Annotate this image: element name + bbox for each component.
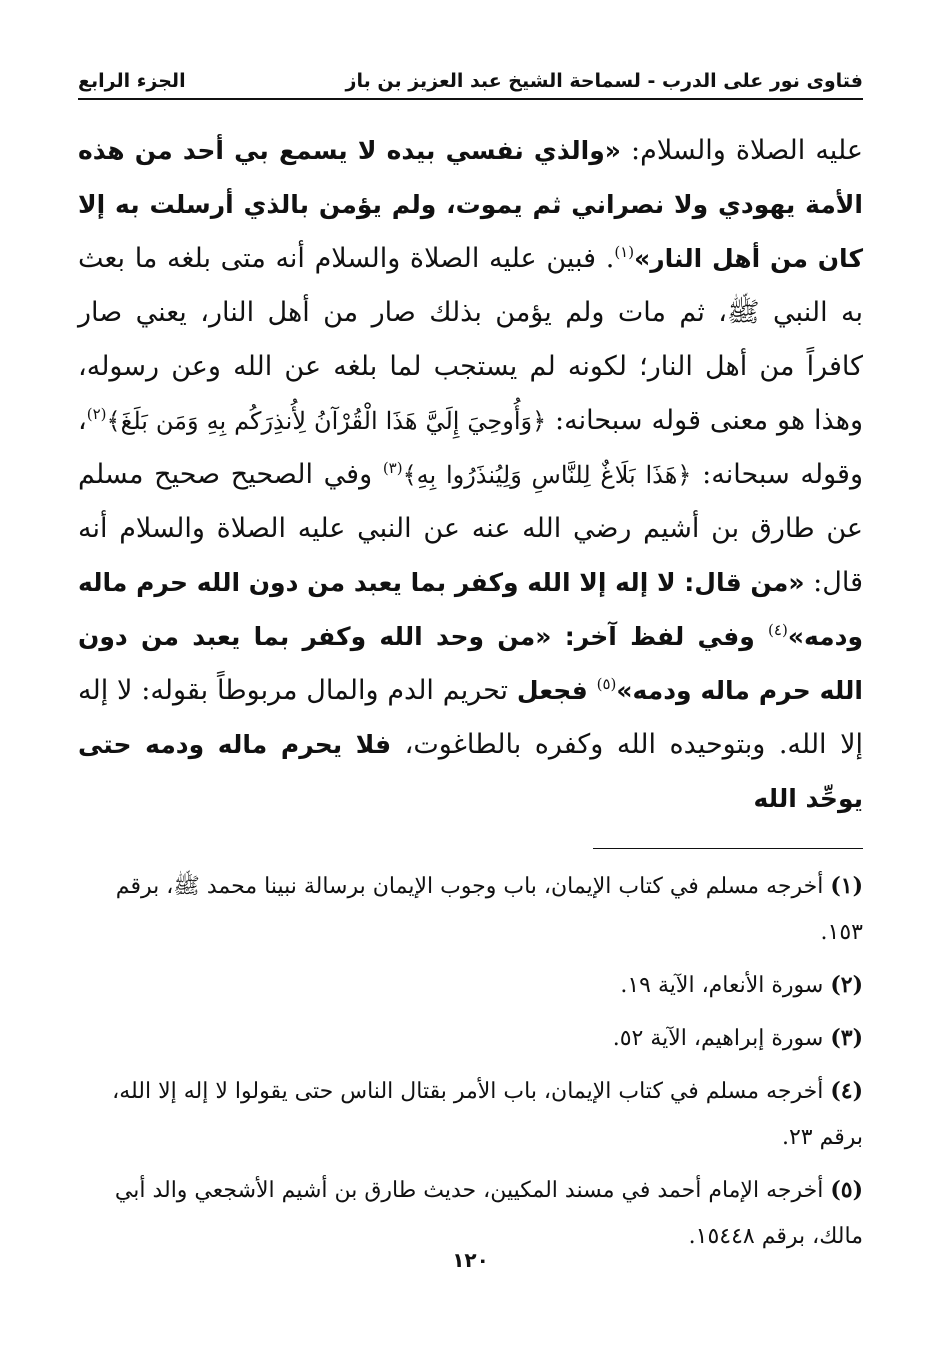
footnote-ref: (١) (614, 243, 635, 261)
text-run: ، وقوله سبحانه: (78, 405, 863, 490)
footnote-ref: (٣) (382, 459, 403, 477)
footnote-text: سورة إبراهيم، الآية ٥٢. (612, 1026, 824, 1051)
footnote-text: أخرجه الإمام أحمد في مسند المكيين، حديث طارق بن أشيم الأشجعي والد أبي مالك، برقم ١٥٤٤٨. (114, 1178, 863, 1249)
footnote (78, 1015, 863, 1062)
footnote-number: (٣) (830, 1025, 863, 1051)
footnote-ref: (٥) (596, 675, 617, 693)
footnote-separator (593, 848, 863, 849)
footnotes (78, 863, 863, 1260)
bold-run: فجعل (516, 676, 597, 705)
page (78, 70, 863, 1266)
footnote-ref: (٤) (768, 621, 788, 639)
footnote-number: (١) (830, 873, 863, 899)
book-title: فتاوى نور على الدرب - لسماحة الشيخ عبد العزيز بن باز (345, 70, 863, 92)
footnote-ref: (٢) (86, 405, 107, 423)
text-run: تحريم الدم والمال مربوطاً بقوله: لا إله إلا الله. وبتوحيده الله وكفره بالطاغوت، (78, 675, 863, 760)
main-text (78, 124, 863, 826)
text-run: وفي الصحيح صحيح مسلم عن طارق بن أشيم رضي الله عنه عن النبي عليه الصلاة والسلام أنه قال: (78, 459, 863, 598)
footnote-number: (٥) (830, 1177, 863, 1203)
page-number: ١٢٠ (452, 1248, 489, 1272)
footnote (78, 863, 863, 956)
footnote-number: (٢) (830, 972, 863, 998)
footnote (78, 1167, 863, 1260)
running-header (78, 70, 863, 100)
text-run: عليه الصلاة والسلام: (620, 135, 863, 166)
text-run: . فبين عليه الصلاة والسلام أنه متى بلغه ما بعث به النبي ﷺ، ثم مات ولم يؤمن بذلك صار من أهل النار، يعني صار كافراً من أهل النار؛ لكونه لم يستجب لما بلغه عن الله وعن رسوله، وهذا هو معنى قوله سبحانه: (78, 243, 864, 436)
footnote (78, 962, 863, 1009)
hadith-quote: وفي لفظ آخر: «من وحد الله وكفر بما يعبد من دون الله حرم ماله ودمه» (78, 622, 863, 705)
footnote (78, 1068, 863, 1161)
quran-verse: ﴿هَذَا بَلَاغٌ لِلنَّاسِ وَلِيُنذَرُوا بِهِ﴾ (402, 461, 692, 489)
volume-label: الجزء الرابع (78, 70, 186, 92)
footnote-number: (٤) (830, 1078, 863, 1104)
bold-run: فلا يحرم ماله ودمه حتى يوحِّد الله (78, 730, 863, 813)
hadith-quote: «من قال: لا إله إلا الله وكفر بما يعبد من دون الله حرم ماله ودمه» (77, 568, 863, 651)
hadith-quote: «والذي نفسي بيده لا يسمع بي أحد من هذه الأمة يهودي ولا نصراني ثم يموت، ولم يؤمن بالذي أرسلت به إلا كان من أهل النار» (78, 136, 863, 273)
footnote-text: أخرجه مسلم في كتاب الإيمان، باب وجوب الإيمان برسالة نبينا محمد ﷺ، برقم ١٥٣. (115, 874, 863, 945)
quran-verse: ﴿وَأُوحِيَ إِلَيَّ هَذَا الْقُرْآنُ لِأُنذِرَكُم بِهِ وَمَن بَلَغَ﴾ (106, 407, 547, 435)
footnote-text: سورة الأنعام، الآية ١٩. (620, 973, 824, 998)
footnote-text: أخرجه مسلم في كتاب الإيمان، باب الأمر بقتال الناس حتى يقولوا لا إله إلا الله، برقم ٢٣. (112, 1079, 863, 1150)
